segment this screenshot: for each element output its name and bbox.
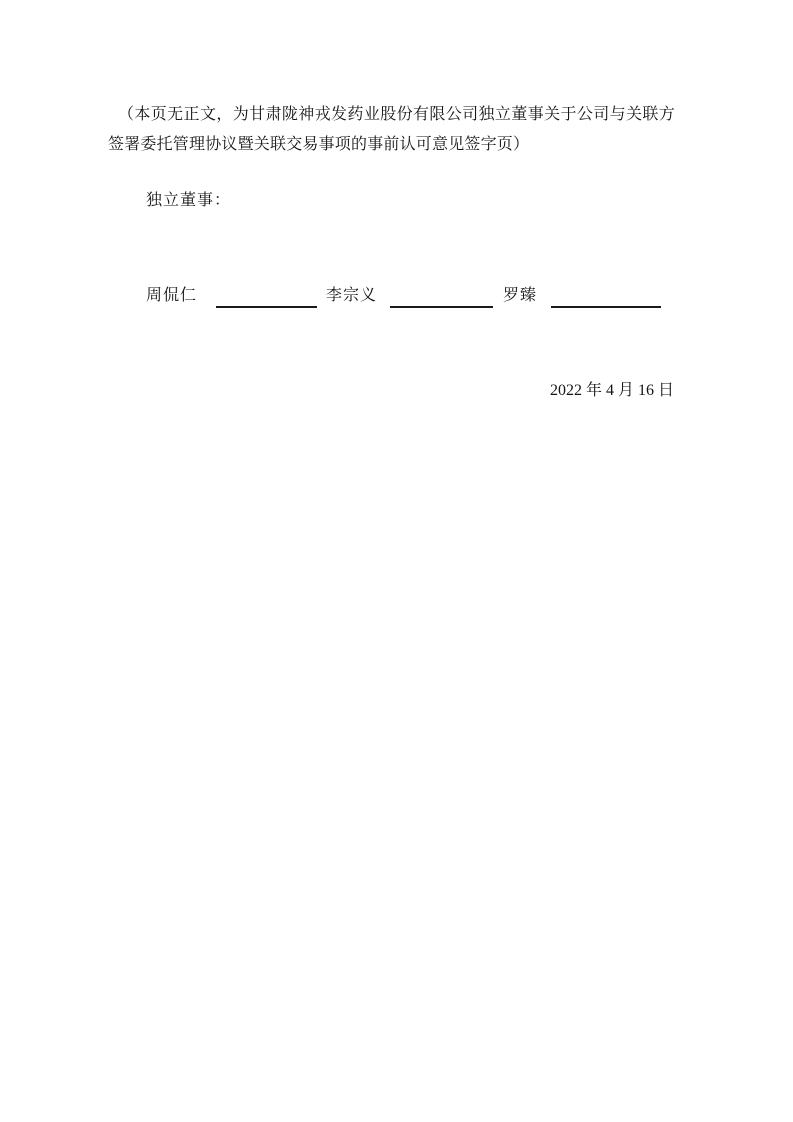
no-body-text-note: （本页无正文，为甘肃陇神戎发药业股份有限公司独立董事关于公司与关联方签署委托管理协议暨关联交易事项的事前认可意见签字页） xyxy=(108,106,675,153)
date-line: 2022 年 4 月 16 日 xyxy=(550,382,675,399)
signature-line xyxy=(390,284,493,308)
signature-row xyxy=(146,284,661,308)
signer-name: 周侃仁 xyxy=(146,287,198,304)
signature-line xyxy=(216,284,317,308)
signature-line xyxy=(551,284,661,308)
independent-directors-label: 独立董事： xyxy=(146,192,232,209)
signer-name: 罗臻 xyxy=(503,287,538,304)
signer-name: 李宗义 xyxy=(326,287,378,304)
